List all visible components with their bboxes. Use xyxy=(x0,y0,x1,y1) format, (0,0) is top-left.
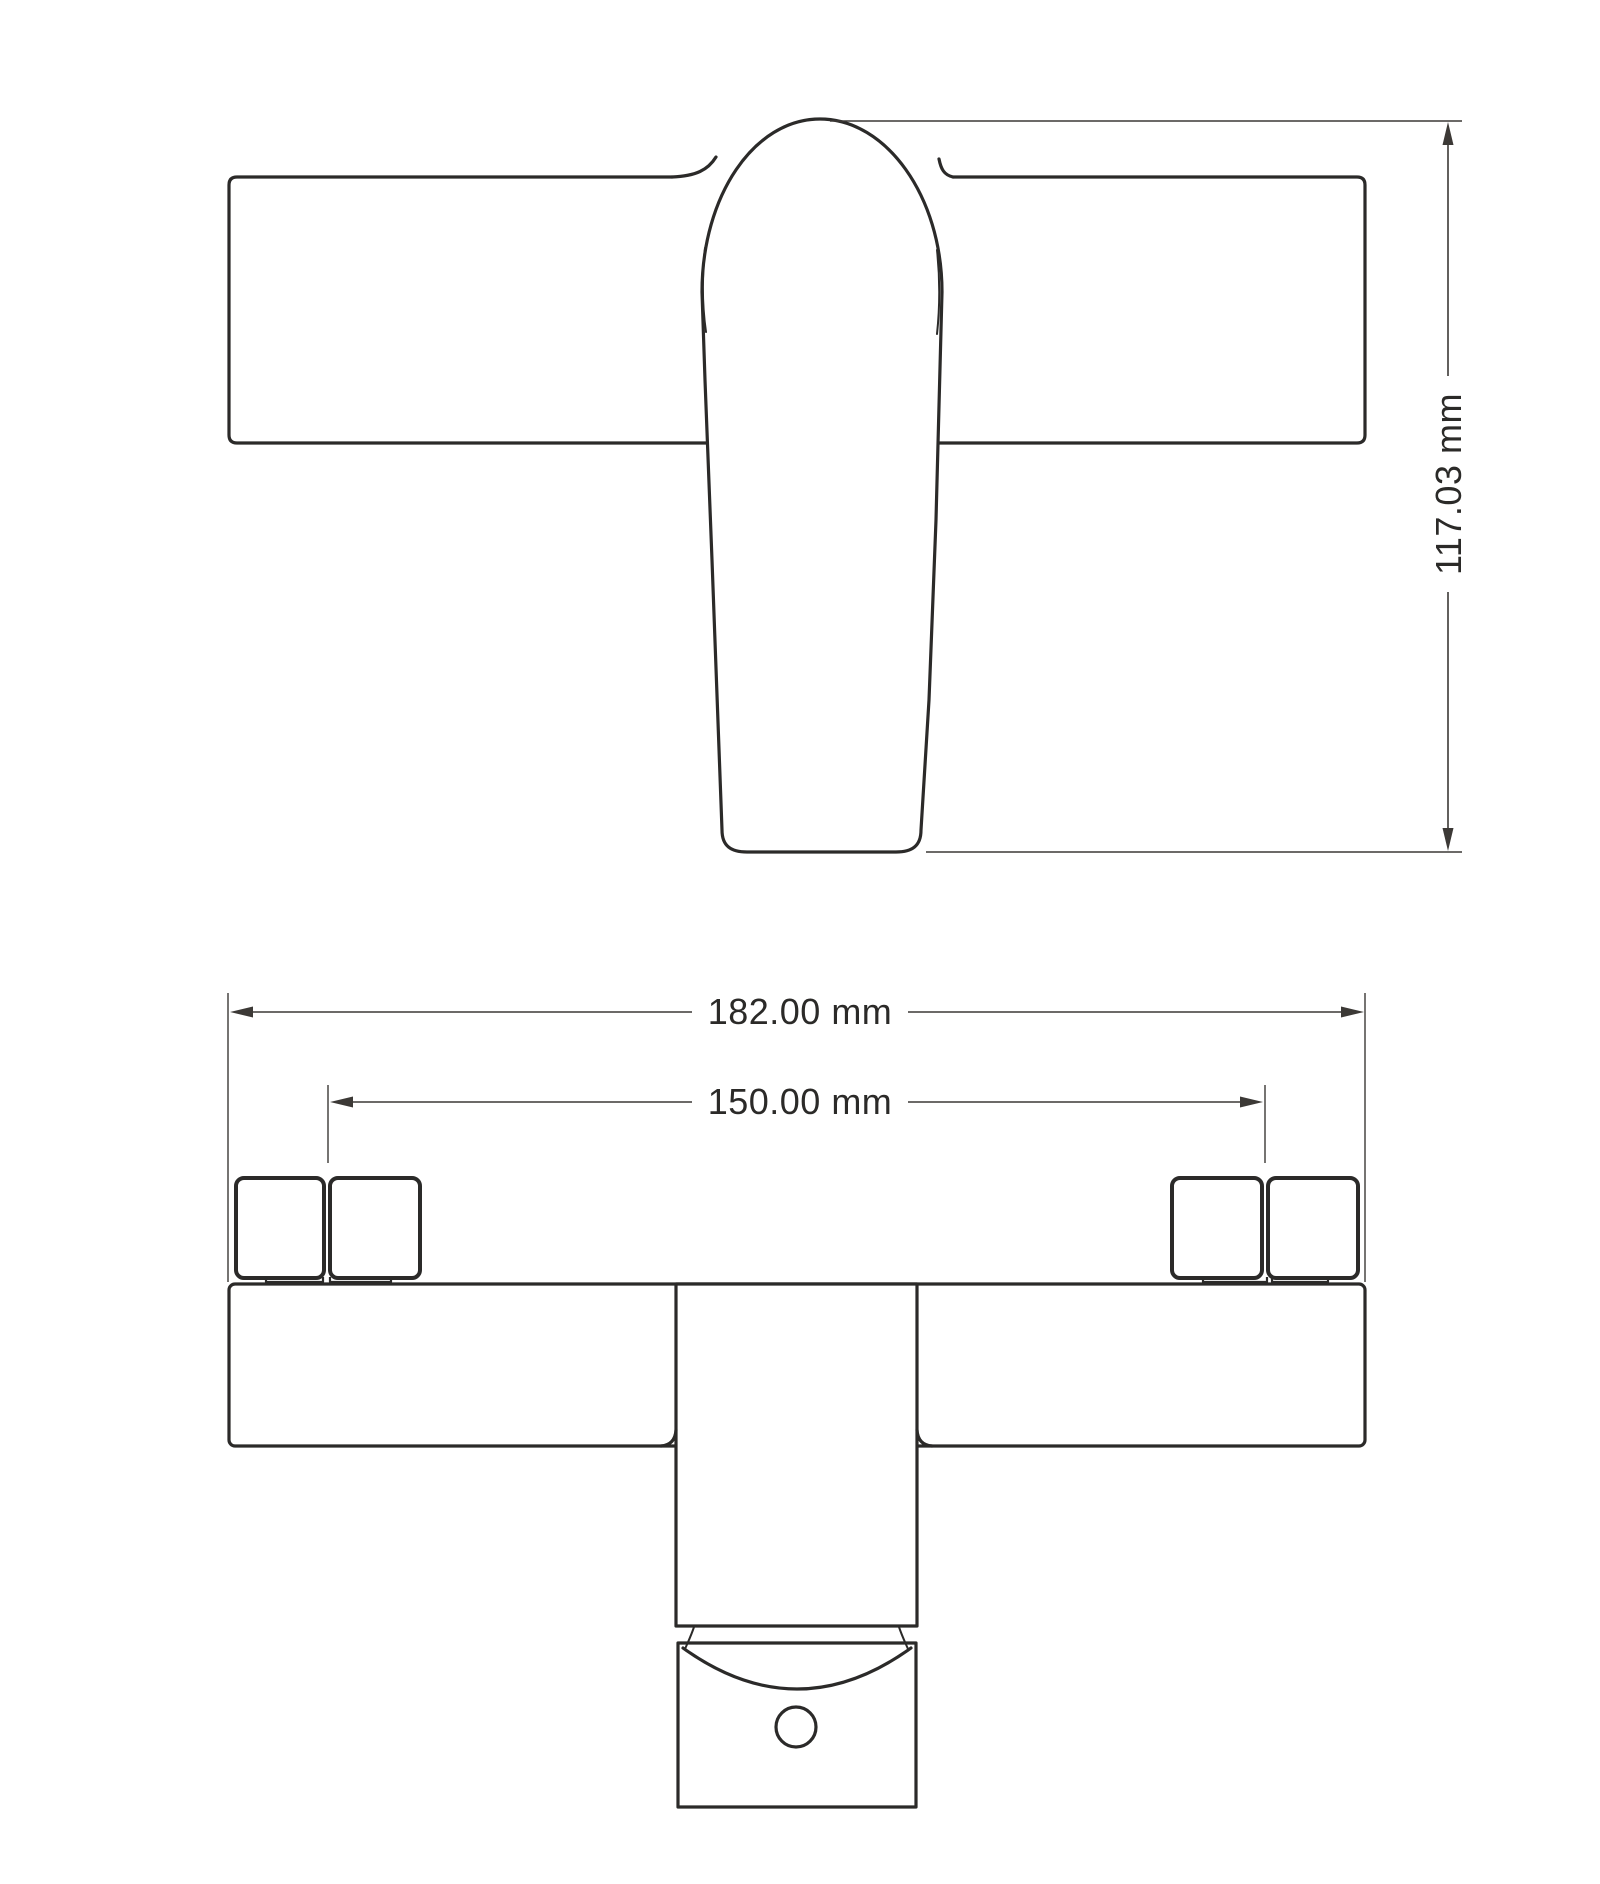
width-arrow-right xyxy=(1341,1007,1364,1018)
dimension-label-connection-spacing: 150.00 mm xyxy=(692,1082,908,1122)
spacing-arrow-left xyxy=(330,1097,353,1108)
connector-block-left xyxy=(236,1178,420,1282)
overall-width-dimension xyxy=(228,993,1365,1282)
column-bar-fillet-right xyxy=(917,1430,932,1446)
dimension-label-height: 117.03 mm xyxy=(1429,376,1469,592)
connector-right-square-2 xyxy=(1268,1178,1358,1278)
spout-column xyxy=(676,1284,917,1626)
lever-handle xyxy=(702,119,942,852)
outlet-assembly xyxy=(678,1627,916,1807)
connector-left-square-1 xyxy=(236,1178,324,1278)
height-arrow-down xyxy=(1443,828,1454,851)
connector-right-square-1 xyxy=(1172,1178,1262,1278)
width-arrow-left xyxy=(230,1007,253,1018)
outlet-neck-left xyxy=(685,1627,694,1649)
connector-block-right xyxy=(1172,1178,1358,1282)
handle-bar-fillet-right xyxy=(939,159,953,177)
column-bar-fillet-left xyxy=(661,1430,676,1446)
height-arrow-up xyxy=(1443,122,1454,145)
handle-bar-fillet-left xyxy=(672,157,716,177)
top-view xyxy=(229,119,1462,852)
outlet-neck-right xyxy=(899,1627,908,1649)
spacing-arrow-right xyxy=(1240,1097,1263,1108)
outlet-bowl-arc xyxy=(683,1648,911,1689)
dimension-label-overall-width: 182.00 mm xyxy=(692,992,908,1032)
outlet-hole xyxy=(776,1707,816,1747)
connector-left-square-2 xyxy=(330,1178,420,1278)
